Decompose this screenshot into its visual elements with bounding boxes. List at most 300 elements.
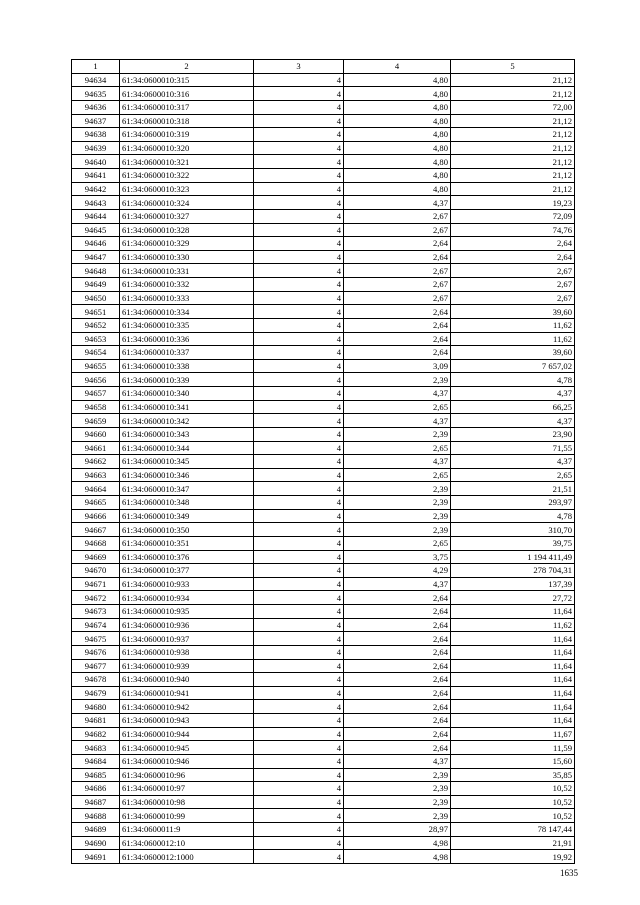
row-number-cell: 94681 — [72, 714, 120, 728]
column-3-cell: 4 — [254, 809, 344, 823]
column-3-cell: 4 — [254, 768, 344, 782]
column-3-cell: 4 — [254, 482, 344, 496]
row-number-cell: 94690 — [72, 836, 120, 850]
column-5-cell: 2,67 — [451, 264, 575, 278]
row-number-cell: 94678 — [72, 673, 120, 687]
column-3-cell: 4 — [254, 836, 344, 850]
cadastral-number-cell: 61:34:0600010:340 — [120, 387, 254, 401]
column-3-cell: 4 — [254, 318, 344, 332]
header-row — [72, 60, 575, 74]
column-3-cell: 4 — [254, 605, 344, 619]
column-4-cell: 2,64 — [344, 318, 451, 332]
column-3-cell: 4 — [254, 645, 344, 659]
column-5-cell: 10,52 — [451, 795, 575, 809]
row-number-cell: 94648 — [72, 264, 120, 278]
column-5-cell: 72,00 — [451, 100, 575, 114]
column-4-cell: 4,37 — [344, 455, 451, 469]
column-4-cell: 2,65 — [344, 468, 451, 482]
column-3-cell: 4 — [254, 714, 344, 728]
column-3-cell: 4 — [254, 114, 344, 128]
row-number-cell: 94637 — [72, 114, 120, 128]
row-number-cell: 94669 — [72, 550, 120, 564]
column-5-cell: 39,75 — [451, 536, 575, 550]
row-number-cell: 94691 — [72, 850, 120, 864]
column-3-cell: 4 — [254, 250, 344, 264]
cadastral-number-cell: 61:34:0600010:345 — [120, 455, 254, 469]
row-number-cell: 94657 — [72, 387, 120, 401]
column-4-cell: 2,67 — [344, 223, 451, 237]
table-row — [72, 782, 575, 796]
row-number-cell: 94647 — [72, 250, 120, 264]
column-5-cell: 23,90 — [451, 427, 575, 441]
column-5-cell: 19,23 — [451, 196, 575, 210]
column-4-cell: 2,64 — [344, 659, 451, 673]
row-number-cell: 94689 — [72, 823, 120, 837]
column-4-cell: 2,39 — [344, 768, 451, 782]
column-5-cell: 4,78 — [451, 373, 575, 387]
table-row — [72, 264, 575, 278]
table-row — [72, 591, 575, 605]
cadastral-number-cell: 61:34:0600012:10 — [120, 836, 254, 850]
column-3-cell: 4 — [254, 673, 344, 687]
cadastral-number-cell: 61:34:0600010:945 — [120, 741, 254, 755]
table-row — [72, 387, 575, 401]
table-row — [72, 564, 575, 578]
column-5-cell: 4,37 — [451, 387, 575, 401]
cadastral-number-cell: 61:34:0600010:341 — [120, 400, 254, 414]
row-number-cell: 94641 — [72, 169, 120, 183]
table-row — [72, 741, 575, 755]
row-number-cell: 94671 — [72, 577, 120, 591]
row-number-cell: 94636 — [72, 100, 120, 114]
column-5-cell: 11,62 — [451, 332, 575, 346]
column-3-cell: 4 — [254, 223, 344, 237]
column-3-cell: 4 — [254, 823, 344, 837]
cadastral-number-cell: 61:34:0600010:324 — [120, 196, 254, 210]
column-3-cell: 4 — [254, 700, 344, 714]
cadastral-number-cell: 61:34:0600010:346 — [120, 468, 254, 482]
column-5-cell: 21,12 — [451, 169, 575, 183]
page-number: 1635 — [560, 868, 578, 878]
column-5-cell: 15,60 — [451, 754, 575, 768]
column-5-cell: 21,51 — [451, 482, 575, 496]
column-4-cell: 2,64 — [344, 714, 451, 728]
column-3-cell: 4 — [254, 278, 344, 292]
column-5-cell: 74,76 — [451, 223, 575, 237]
column-5-cell: 21,12 — [451, 141, 575, 155]
column-4-cell: 4,80 — [344, 182, 451, 196]
table-row — [72, 373, 575, 387]
column-4-cell: 4,80 — [344, 169, 451, 183]
table-row — [72, 632, 575, 646]
cadastral-number-cell: 61:34:0600010:334 — [120, 305, 254, 319]
row-number-cell: 94638 — [72, 128, 120, 142]
column-5-cell: 11,64 — [451, 714, 575, 728]
row-number-cell: 94682 — [72, 727, 120, 741]
table-row — [72, 114, 575, 128]
column-header: 1 — [72, 60, 120, 74]
table-row — [72, 318, 575, 332]
table-row — [72, 169, 575, 183]
column-4-cell: 2,64 — [344, 741, 451, 755]
table-row — [72, 823, 575, 837]
table-row — [72, 482, 575, 496]
cadastral-number-cell: 61:34:0600010:321 — [120, 155, 254, 169]
row-number-cell: 94649 — [72, 278, 120, 292]
column-3-cell: 4 — [254, 264, 344, 278]
row-number-cell: 94672 — [72, 591, 120, 605]
column-3-cell: 4 — [254, 577, 344, 591]
cadastral-number-cell: 61:34:0600010:944 — [120, 727, 254, 741]
cadastral-number-cell: 61:34:0600010:941 — [120, 686, 254, 700]
cadastral-number-cell: 61:34:0600010:344 — [120, 441, 254, 455]
table-row — [72, 250, 575, 264]
column-4-cell: 3,75 — [344, 550, 451, 564]
row-number-cell: 94642 — [72, 182, 120, 196]
column-4-cell: 4,98 — [344, 850, 451, 864]
column-3-cell: 4 — [254, 182, 344, 196]
cadastral-number-cell: 61:34:0600010:937 — [120, 632, 254, 646]
column-5-cell: 7 657,02 — [451, 359, 575, 373]
row-number-cell: 94684 — [72, 754, 120, 768]
column-4-cell: 2,65 — [344, 400, 451, 414]
cadastral-number-cell: 61:34:0600010:943 — [120, 714, 254, 728]
column-4-cell: 2,39 — [344, 427, 451, 441]
column-5-cell: 11,62 — [451, 618, 575, 632]
cadastral-number-cell: 61:34:0600010:350 — [120, 523, 254, 537]
column-4-cell: 4,37 — [344, 196, 451, 210]
column-3-cell: 4 — [254, 400, 344, 414]
data-table — [71, 59, 575, 864]
row-number-cell: 94685 — [72, 768, 120, 782]
column-5-cell: 2,67 — [451, 278, 575, 292]
cadastral-number-cell: 61:34:0600010:320 — [120, 141, 254, 155]
table-row — [72, 795, 575, 809]
row-number-cell: 94667 — [72, 523, 120, 537]
cadastral-number-cell: 61:34:0600010:377 — [120, 564, 254, 578]
table-row — [72, 441, 575, 455]
column-5-cell: 2,67 — [451, 291, 575, 305]
row-number-cell: 94646 — [72, 237, 120, 251]
column-3-cell: 4 — [254, 455, 344, 469]
row-number-cell: 94654 — [72, 346, 120, 360]
column-4-cell: 2,39 — [344, 795, 451, 809]
table-row — [72, 455, 575, 469]
row-number-cell: 94653 — [72, 332, 120, 346]
cadastral-number-cell: 61:34:0600010:330 — [120, 250, 254, 264]
row-number-cell: 94645 — [72, 223, 120, 237]
row-number-cell: 94650 — [72, 291, 120, 305]
table-row — [72, 509, 575, 523]
table-row — [72, 278, 575, 292]
column-3-cell: 4 — [254, 414, 344, 428]
table-row — [72, 809, 575, 823]
column-4-cell: 2,65 — [344, 441, 451, 455]
column-5-cell: 71,55 — [451, 441, 575, 455]
column-4-cell: 2,67 — [344, 209, 451, 223]
column-3-cell: 4 — [254, 496, 344, 510]
column-3-cell: 4 — [254, 141, 344, 155]
cadastral-number-cell: 61:34:0600010:322 — [120, 169, 254, 183]
table-row — [72, 673, 575, 687]
table-row — [72, 346, 575, 360]
column-4-cell: 2,39 — [344, 809, 451, 823]
column-3-cell: 4 — [254, 196, 344, 210]
cadastral-number-cell: 61:34:0600010:328 — [120, 223, 254, 237]
cadastral-number-cell: 61:34:0600011:9 — [120, 823, 254, 837]
column-4-cell: 2,39 — [344, 523, 451, 537]
column-5-cell: 11,64 — [451, 645, 575, 659]
cadastral-number-cell: 61:34:0600010:99 — [120, 809, 254, 823]
column-header: 5 — [451, 60, 575, 74]
table-row — [72, 87, 575, 101]
column-5-cell: 66,25 — [451, 400, 575, 414]
cadastral-number-cell: 61:34:0600010:376 — [120, 550, 254, 564]
column-4-cell: 2,39 — [344, 782, 451, 796]
column-5-cell: 2,64 — [451, 237, 575, 251]
table-row — [72, 291, 575, 305]
row-number-cell: 94665 — [72, 496, 120, 510]
table-row — [72, 850, 575, 864]
column-3-cell: 4 — [254, 169, 344, 183]
column-5-cell: 19,92 — [451, 850, 575, 864]
column-4-cell: 4,37 — [344, 387, 451, 401]
column-5-cell: 11,64 — [451, 673, 575, 687]
table-row — [72, 659, 575, 673]
column-5-cell: 11,62 — [451, 318, 575, 332]
column-4-cell: 2,64 — [344, 591, 451, 605]
column-3-cell: 4 — [254, 795, 344, 809]
table-row — [72, 359, 575, 373]
column-5-cell: 293,97 — [451, 496, 575, 510]
column-3-cell: 4 — [254, 332, 344, 346]
column-5-cell: 10,52 — [451, 782, 575, 796]
row-number-cell: 94658 — [72, 400, 120, 414]
row-number-cell: 94688 — [72, 809, 120, 823]
column-5-cell: 21,91 — [451, 836, 575, 850]
table-row — [72, 182, 575, 196]
row-number-cell: 94666 — [72, 509, 120, 523]
column-4-cell: 4,80 — [344, 114, 451, 128]
column-3-cell: 4 — [254, 387, 344, 401]
column-3-cell: 4 — [254, 155, 344, 169]
column-3-cell: 4 — [254, 441, 344, 455]
cadastral-number-cell: 61:34:0600010:318 — [120, 114, 254, 128]
column-3-cell: 4 — [254, 564, 344, 578]
column-4-cell: 4,37 — [344, 754, 451, 768]
table-row — [72, 196, 575, 210]
column-4-cell: 2,39 — [344, 482, 451, 496]
cadastral-number-cell: 61:34:0600010:96 — [120, 768, 254, 782]
cadastral-number-cell: 61:34:0600010:351 — [120, 536, 254, 550]
column-3-cell: 4 — [254, 87, 344, 101]
column-5-cell: 78 147,44 — [451, 823, 575, 837]
column-5-cell: 11,67 — [451, 727, 575, 741]
row-number-cell: 94655 — [72, 359, 120, 373]
column-3-cell: 4 — [254, 373, 344, 387]
cadastral-number-cell: 61:34:0600010:940 — [120, 673, 254, 687]
column-5-cell: 39,60 — [451, 346, 575, 360]
column-3-cell: 4 — [254, 659, 344, 673]
column-4-cell: 2,39 — [344, 509, 451, 523]
column-3-cell: 4 — [254, 550, 344, 564]
column-5-cell: 4,37 — [451, 455, 575, 469]
column-5-cell: 21,12 — [451, 128, 575, 142]
column-5-cell: 278 704,31 — [451, 564, 575, 578]
column-header: 3 — [254, 60, 344, 74]
row-number-cell: 94643 — [72, 196, 120, 210]
cadastral-number-cell: 61:34:0600010:349 — [120, 509, 254, 523]
row-number-cell: 94668 — [72, 536, 120, 550]
cadastral-number-cell: 61:34:0600010:337 — [120, 346, 254, 360]
table-row — [72, 332, 575, 346]
column-3-cell: 4 — [254, 291, 344, 305]
cadastral-number-cell: 61:34:0600010:942 — [120, 700, 254, 714]
row-number-cell: 94652 — [72, 318, 120, 332]
column-4-cell: 2,64 — [344, 305, 451, 319]
cadastral-number-cell: 61:34:0600010:98 — [120, 795, 254, 809]
cadastral-number-cell: 61:34:0600010:348 — [120, 496, 254, 510]
row-number-cell: 94664 — [72, 482, 120, 496]
row-number-cell: 94635 — [72, 87, 120, 101]
column-4-cell: 2,64 — [344, 237, 451, 251]
cadastral-number-cell: 61:34:0600010:316 — [120, 87, 254, 101]
row-number-cell: 94662 — [72, 455, 120, 469]
table-row — [72, 727, 575, 741]
table-row — [72, 155, 575, 169]
column-3-cell: 4 — [254, 509, 344, 523]
column-3-cell: 4 — [254, 782, 344, 796]
column-3-cell: 4 — [254, 727, 344, 741]
column-4-cell: 4,80 — [344, 141, 451, 155]
column-4-cell: 2,39 — [344, 496, 451, 510]
column-3-cell: 4 — [254, 536, 344, 550]
row-number-cell: 94679 — [72, 686, 120, 700]
table-row — [72, 577, 575, 591]
column-5-cell: 11,64 — [451, 632, 575, 646]
column-4-cell: 4,80 — [344, 128, 451, 142]
cadastral-number-cell: 61:34:0600010:933 — [120, 577, 254, 591]
column-4-cell: 4,98 — [344, 836, 451, 850]
column-4-cell: 2,67 — [344, 264, 451, 278]
cadastral-number-cell: 61:34:0600010:343 — [120, 427, 254, 441]
column-4-cell: 2,64 — [344, 673, 451, 687]
table-row — [72, 209, 575, 223]
column-4-cell: 2,64 — [344, 727, 451, 741]
row-number-cell: 94677 — [72, 659, 120, 673]
column-3-cell: 4 — [254, 686, 344, 700]
table-row — [72, 550, 575, 564]
table-row — [72, 128, 575, 142]
column-5-cell: 21,12 — [451, 114, 575, 128]
row-number-cell: 94661 — [72, 441, 120, 455]
column-3-cell: 4 — [254, 305, 344, 319]
cadastral-number-cell: 61:34:0600010:336 — [120, 332, 254, 346]
table-row — [72, 100, 575, 114]
cadastral-number-cell: 61:34:0600010:323 — [120, 182, 254, 196]
cadastral-number-cell: 61:34:0600010:939 — [120, 659, 254, 673]
column-5-cell: 2,65 — [451, 468, 575, 482]
column-5-cell: 137,39 — [451, 577, 575, 591]
column-5-cell: 27,72 — [451, 591, 575, 605]
cadastral-number-cell: 61:34:0600010:97 — [120, 782, 254, 796]
table-row — [72, 141, 575, 155]
column-5-cell: 35,85 — [451, 768, 575, 782]
column-4-cell: 4,29 — [344, 564, 451, 578]
column-4-cell: 2,64 — [344, 605, 451, 619]
column-5-cell: 21,12 — [451, 87, 575, 101]
table-row — [72, 754, 575, 768]
column-4-cell: 2,64 — [344, 250, 451, 264]
row-number-cell: 94680 — [72, 700, 120, 714]
cadastral-number-cell: 61:34:0600010:938 — [120, 645, 254, 659]
table-row — [72, 700, 575, 714]
column-4-cell: 2,64 — [344, 686, 451, 700]
column-3-cell: 4 — [254, 523, 344, 537]
table-row — [72, 237, 575, 251]
column-4-cell: 2,64 — [344, 346, 451, 360]
row-number-cell: 94656 — [72, 373, 120, 387]
column-4-cell: 4,37 — [344, 577, 451, 591]
column-4-cell: 2,64 — [344, 632, 451, 646]
row-number-cell: 94640 — [72, 155, 120, 169]
cadastral-number-cell: 61:34:0600010:338 — [120, 359, 254, 373]
row-number-cell: 94660 — [72, 427, 120, 441]
cadastral-number-cell: 61:34:0600010:935 — [120, 605, 254, 619]
row-number-cell: 94634 — [72, 73, 120, 87]
table-row — [72, 836, 575, 850]
column-5-cell: 39,60 — [451, 305, 575, 319]
cadastral-number-cell: 61:34:0600010:317 — [120, 100, 254, 114]
table-row — [72, 714, 575, 728]
column-5-cell: 11,64 — [451, 686, 575, 700]
column-5-cell: 11,64 — [451, 700, 575, 714]
column-4-cell: 4,80 — [344, 73, 451, 87]
table-row — [72, 427, 575, 441]
column-3-cell: 4 — [254, 128, 344, 142]
column-3-cell: 4 — [254, 741, 344, 755]
table-row — [72, 768, 575, 782]
column-4-cell: 2,39 — [344, 373, 451, 387]
column-5-cell: 72,09 — [451, 209, 575, 223]
table-row — [72, 414, 575, 428]
row-number-cell: 94663 — [72, 468, 120, 482]
column-4-cell: 3,09 — [344, 359, 451, 373]
row-number-cell: 94683 — [72, 741, 120, 755]
column-3-cell: 4 — [254, 100, 344, 114]
column-4-cell: 2,64 — [344, 645, 451, 659]
table-row — [72, 496, 575, 510]
column-5-cell: 11,59 — [451, 741, 575, 755]
row-number-cell: 94659 — [72, 414, 120, 428]
column-3-cell: 4 — [254, 618, 344, 632]
column-4-cell: 4,80 — [344, 100, 451, 114]
column-5-cell: 4,78 — [451, 509, 575, 523]
column-3-cell: 4 — [254, 359, 344, 373]
column-5-cell: 4,37 — [451, 414, 575, 428]
cadastral-number-cell: 61:34:0600010:331 — [120, 264, 254, 278]
column-4-cell: 4,80 — [344, 87, 451, 101]
column-5-cell: 1 194 411,49 — [451, 550, 575, 564]
row-number-cell: 94674 — [72, 618, 120, 632]
row-number-cell: 94639 — [72, 141, 120, 155]
cadastral-number-cell: 61:34:0600010:329 — [120, 237, 254, 251]
column-3-cell: 4 — [254, 346, 344, 360]
column-5-cell: 21,12 — [451, 73, 575, 87]
column-4-cell: 2,65 — [344, 536, 451, 550]
column-4-cell: 2,67 — [344, 278, 451, 292]
column-5-cell: 310,70 — [451, 523, 575, 537]
